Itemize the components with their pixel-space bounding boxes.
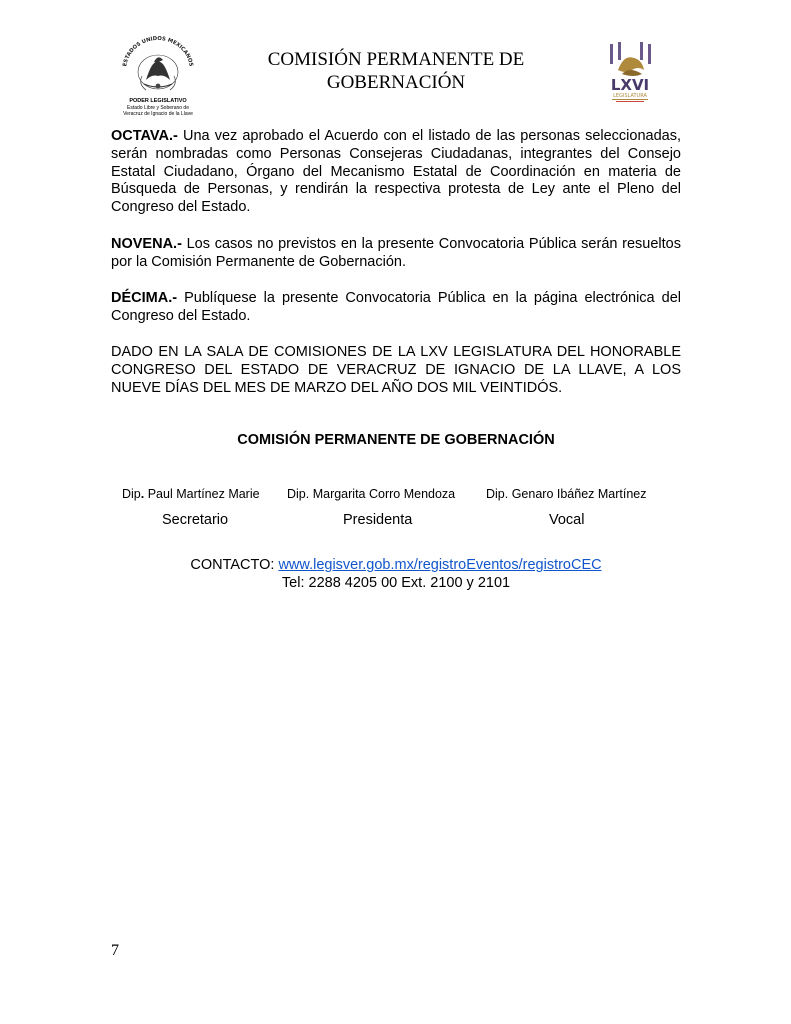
signer-1-dot: . [140, 487, 145, 501]
octava-text: Una vez aprobado el Acuerdo con el listado de las personas seleccionadas, serán nombradas como Personas Consejeras Ciudadanas, integrantes del Consejo Estatal Ciudadano, Órgano del Mecanismo Estatal de Coordinación en materia de Búsqueda de Personas, y rendirán la respectiva protesta de Ley ante el Pleno del Congreso del Estado. [111, 128, 681, 216]
eagle-seal-icon [118, 36, 198, 98]
novena-paragraph [111, 236, 681, 272]
signer-1-name: Paul Martínez Marie [144, 487, 260, 501]
lxvi-legislatura-logo [598, 40, 662, 104]
seal-caption [110, 98, 206, 118]
page-title-line2: GOBERNACIÓN [326, 72, 466, 93]
role-presidenta: Presidenta [343, 512, 413, 528]
role-vocal: Vocal [549, 512, 585, 528]
logo-text: LXVI [610, 76, 650, 94]
signer-2: Dip. Margarita Corro Mendoza [287, 487, 456, 501]
page-title-line1: COMISIÓN PERMANENTE DE [267, 49, 525, 70]
seal-arc-text: ESTADOS UNIDOS MEXICANOS [122, 36, 194, 67]
signer-1-prefix: Dip [122, 487, 141, 501]
octava-label: OCTAVA.- [111, 128, 178, 144]
state-seal [110, 36, 206, 120]
dado-paragraph: DADO EN LA SALA DE COMISIONES DE LA LXV LEGISLATURA DEL HONORABLE CONGRESO DEL ESTADO DE VERACRUZ DE IGNACIO DE LA LLAVE, A LOS NUEVE DÍAS DEL MES DE MARZO DEL AÑO DOS MIL VEINTIDÓS. [111, 344, 681, 396]
decima-text: Publíquese la presente Convocatoria Pública en la página electrónica del Congreso del Estado. [111, 290, 681, 324]
contact-label: CONTACTO: [190, 557, 279, 573]
novena-text: Los casos no previstos en la presente Convocatoria Pública serán resueltos por la Comisión Permanente de Gobernación. [111, 236, 681, 270]
legislature-logo-icon [598, 40, 662, 104]
page-title [220, 48, 572, 94]
contact-phone: Tel: 2288 4205 00 Ext. 2100 y 2101 [281, 575, 511, 591]
seal-caption-line2: Estado Libre y Soberano de [127, 104, 189, 111]
signer-3: Dip. Genaro Ibáñez Martínez [486, 487, 647, 501]
decima-paragraph [111, 290, 681, 326]
role-secretario: Secretario [162, 512, 229, 528]
seal-caption-line1: PODER LEGISLATIVO [129, 98, 187, 104]
page-number: 7 [111, 942, 119, 959]
seal-caption-line3: Veracruz de Ignacio de la Llave [123, 111, 193, 117]
registration-link[interactable]: www.legisver.gob.mx/registroEventos/registroCEC [278, 557, 602, 573]
octava-paragraph [111, 128, 681, 217]
signer-1 [122, 487, 260, 501]
decima-label: DÉCIMA.- [111, 290, 178, 306]
novena-label: NOVENA.- [111, 236, 182, 252]
logo-subtext: LEGISLATURA [613, 93, 647, 99]
signature-heading: COMISIÓN PERMANENTE DE GOBERNACIÓN [237, 432, 555, 448]
contact-block [111, 556, 681, 592]
